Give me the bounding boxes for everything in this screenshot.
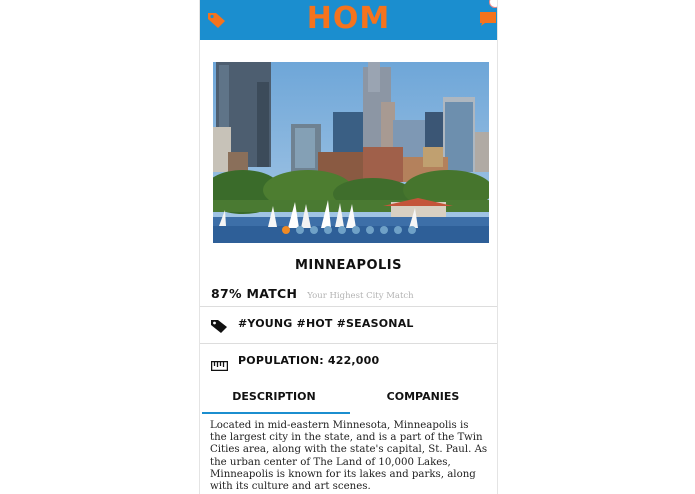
app-logo: HOM (306, 1, 391, 36)
carousel-dot[interactable] (338, 226, 346, 234)
carousel-dot[interactable] (408, 226, 416, 234)
city-name: MINNEAPOLIS (294, 258, 403, 273)
divider (200, 306, 497, 307)
app-screen (199, 0, 498, 494)
tab-description[interactable]: DESCRIPTION (232, 390, 316, 403)
tab-bar (200, 385, 497, 416)
city-tags: #YOUNG #HOT #SEASONAL (238, 317, 414, 330)
tab-companies[interactable]: COMPANIES (386, 390, 460, 403)
carousel-dot[interactable] (380, 226, 388, 234)
chat-icon[interactable] (479, 9, 497, 27)
ruler-icon (211, 356, 228, 366)
carousel-dot[interactable] (310, 226, 318, 234)
active-tab-indicator (202, 412, 350, 414)
carousel-dot[interactable] (366, 226, 374, 234)
top-bar (200, 0, 497, 40)
population: POPULATION: 422,000 (238, 354, 380, 367)
city-description: Located in mid-eastern Minnesota, Minneapolis is the largest city in the state, and is a part of the Twin Cities area, along with the state's capital, St. Paul. As the urban center of The Land of 10,000 Lakes, Minneapolis is known for its lakes and parks, along with its culture and art scenes. (210, 420, 488, 493)
carousel-dot[interactable] (352, 226, 360, 234)
carousel-dot[interactable] (324, 226, 332, 234)
match-percentage: 87% MATCH (211, 286, 298, 301)
carousel-dot-active[interactable] (282, 226, 290, 234)
carousel-indicator (200, 226, 497, 236)
city-photo[interactable] (213, 62, 489, 243)
divider (200, 343, 497, 344)
match-note: Your Highest City Match (307, 291, 414, 301)
match-row (211, 283, 414, 299)
carousel-dot[interactable] (394, 226, 402, 234)
carousel-dot[interactable] (296, 226, 304, 234)
tag-icon (211, 318, 228, 332)
